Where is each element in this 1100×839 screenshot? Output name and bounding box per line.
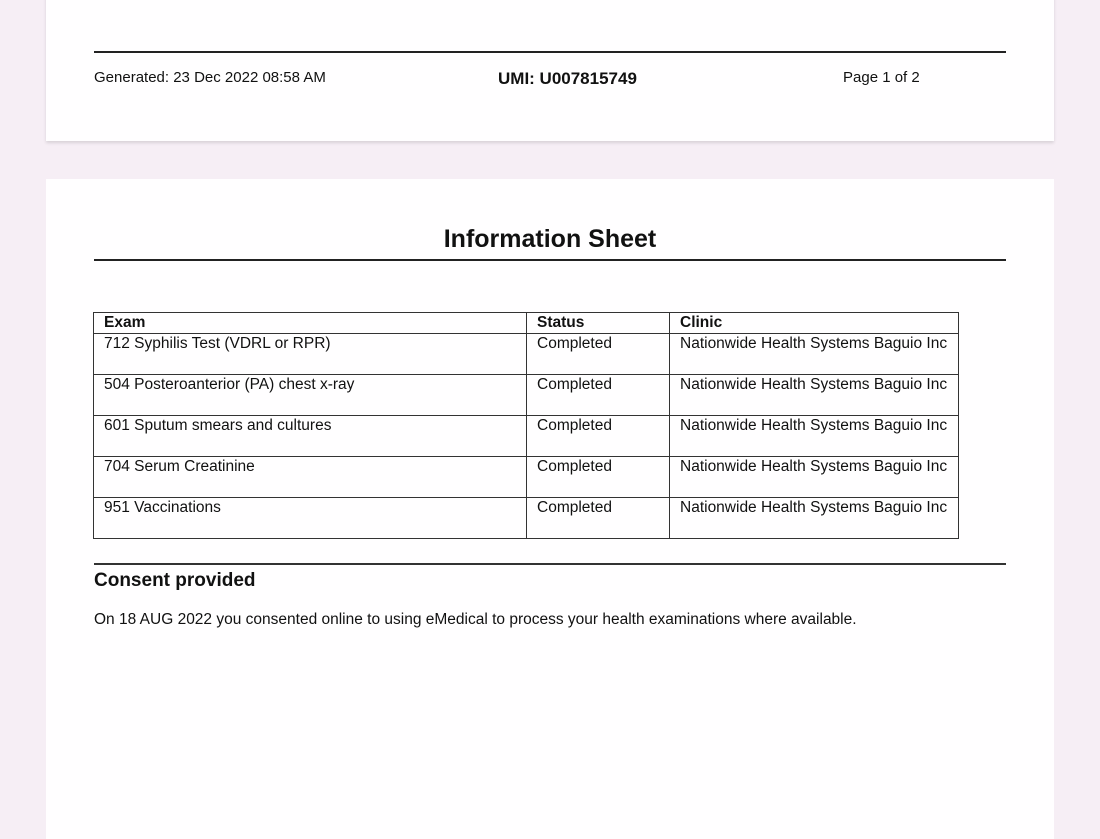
generated-timestamp: Generated: 23 Dec 2022 08:58 AM [94,69,326,86]
umi-number: UMI: U007815749 [498,69,637,88]
footer-divider [94,51,1006,53]
current-page [46,179,1054,839]
table-header-row [94,313,959,334]
title-divider [94,259,1006,261]
table-row [94,375,959,416]
exam-cell: 712 Syphilis Test (VDRL or RPR) [94,334,527,375]
column-header-exam: Exam [94,313,527,334]
status-cell: Completed [527,498,670,539]
consent-text: On 18 AUG 2022 you consented online to using eMedical to process your health examinations where available. [94,611,857,628]
table-row [94,416,959,457]
page-title: Information Sheet [443,225,657,253]
page-footer [94,69,1006,89]
status-cell: Completed [527,334,670,375]
exams-table [93,312,959,539]
status-cell: Completed [527,375,670,416]
clinic-cell: Nationwide Health Systems Baguio Inc [670,498,959,539]
status-cell: Completed [527,457,670,498]
exam-cell: 601 Sputum smears and cultures [94,416,527,457]
consent-heading: Consent provided [94,570,256,591]
table-row [94,334,959,375]
previous-page [46,0,1054,141]
status-cell: Completed [527,416,670,457]
page-number: Page 1 of 2 [843,69,920,86]
exam-cell: 504 Posteroanterior (PA) chest x-ray [94,375,527,416]
clinic-cell: Nationwide Health Systems Baguio Inc [670,457,959,498]
exam-cell: 951 Vaccinations [94,498,527,539]
column-header-clinic: Clinic [670,313,959,334]
consent-divider [94,563,1006,565]
clinic-cell: Nationwide Health Systems Baguio Inc [670,334,959,375]
clinic-cell: Nationwide Health Systems Baguio Inc [670,416,959,457]
table-row [94,457,959,498]
clinic-cell: Nationwide Health Systems Baguio Inc [670,375,959,416]
table-row [94,498,959,539]
exam-cell: 704 Serum Creatinine [94,457,527,498]
column-header-status: Status [527,313,670,334]
